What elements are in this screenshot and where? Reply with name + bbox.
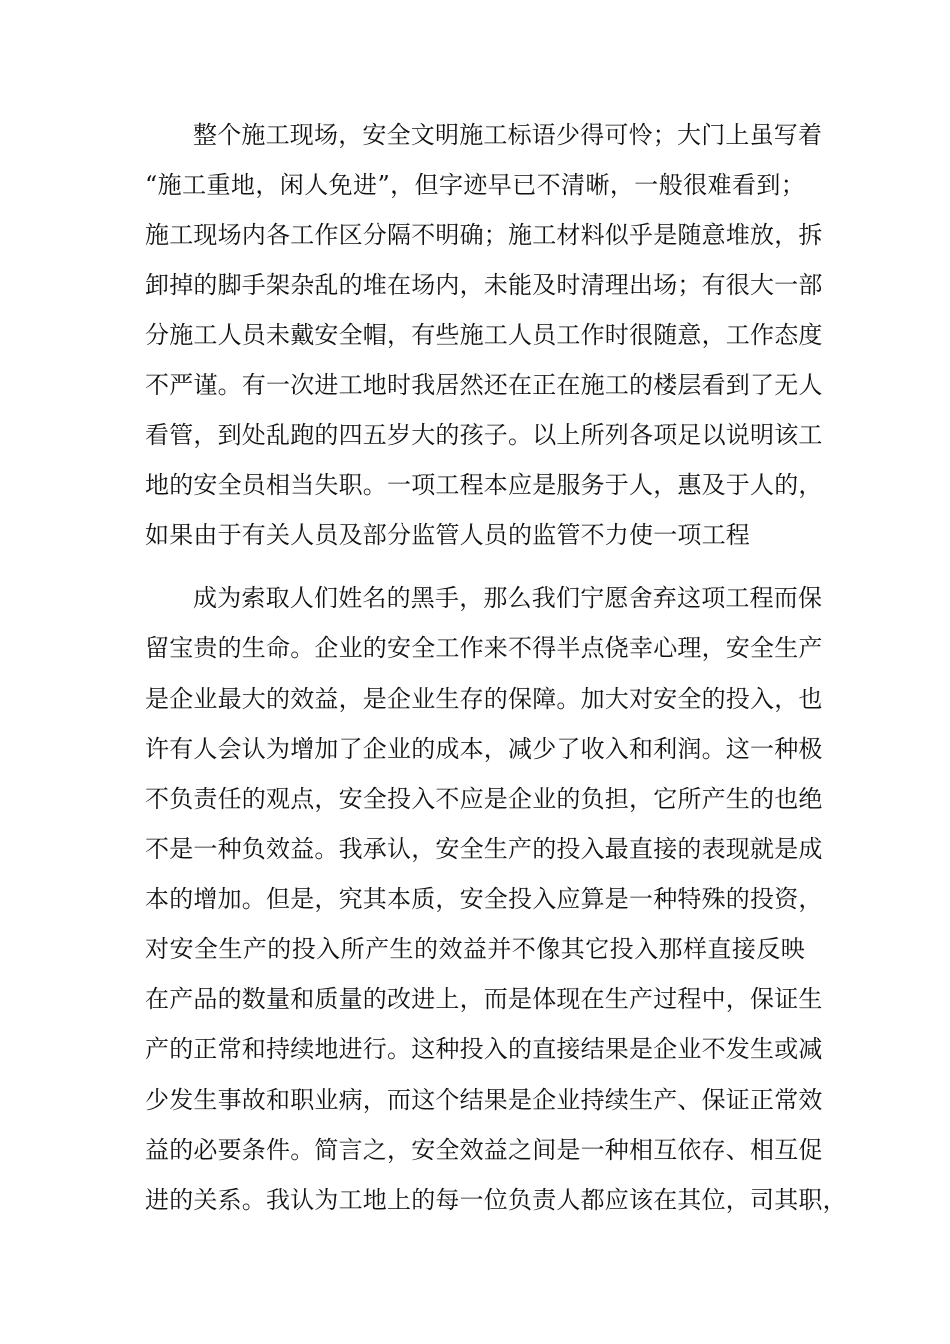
paragraph-1-line-7: 看管，到处乱跑的四五岁大的孩子。以上所列各项足以说明该工 [145, 421, 823, 449]
paragraph-2-line-5: 不负责任的观点，安全投入不应是企业的负担，它所产生的也绝 [145, 785, 823, 813]
paragraph-2-line-7: 本的增加。但是，究其本质，安全投入应算是一种特殊的投资， [145, 885, 823, 913]
paragraph-1-line-2: “施工重地，闲人免进”，但字迹早已不清晰，一般很难看到； [145, 171, 805, 199]
paragraph-2-line-3: 是企业最大的效益，是企业生存的保障。加大对安全的投入，也 [145, 685, 823, 713]
paragraph-1-line-3: 施工现场内各工作区分隔不明确；施工材料似乎是随意堆放，拆 [145, 221, 823, 249]
paragraph-2-line-13: 进的关系。我认为工地上的每一位负责人都应该在其位，司其职， [145, 1186, 847, 1214]
paragraph-2-line-6: 不是一种负效益。我承认，安全生产的投入最直接的表现就是成 [145, 835, 823, 863]
paragraph-1-line-8: 地的安全员相当失职。一项工程本应是服务于人，惠及于人的， [145, 471, 823, 499]
paragraph-2-line-8: 对安全生产的投入所产生的效益并不像其它投入那样直接反映 [145, 935, 805, 963]
paragraph-1-line-4: 卸掉的脚手架杂乱的堆在场内，未能及时清理出场；有很大一部 [145, 271, 823, 299]
paragraph-1-line-9: 如果由于有关人员及部分监管人员的监管不力使一项工程 [145, 521, 750, 549]
paragraph-1-line-1: 整个施工现场，安全文明施工标语少得可怜；大门上虽写着 [193, 121, 823, 149]
paragraph-2-line-11: 少发生事故和职业病，而这个结果是企业持续生产、保证正常效 [145, 1086, 823, 1114]
paragraph-2-line-4: 许有人会认为增加了企业的成本，减少了收入和利润。这一种极 [145, 735, 823, 763]
paragraph-2-line-9: 在产品的数量和质量的改进上，而是体现在生产过程中，保证生 [145, 985, 823, 1013]
paragraph-2-line-10: 产的正常和持续地进行。这种投入的直接结果是企业不发生或减 [145, 1035, 823, 1063]
paragraph-2-line-12: 益的必要条件。简言之，安全效益之间是一种相互依存、相互促 [145, 1136, 823, 1164]
paragraph-2-line-2: 留宝贵的生命。企业的安全工作来不得半点侥幸心理，安全生产 [145, 634, 823, 662]
paragraph-1-line-5: 分施工人员未戴安全帽，有些施工人员工作时很随意，工作态度 [145, 321, 823, 349]
paragraph-1-line-6: 不严谨。有一次进工地时我居然还在正在施工的楼层看到了无人 [145, 371, 823, 399]
paragraph-2-line-1: 成为索取人们姓名的黑手，那么我们宁愿舍弃这项工程而保 [193, 584, 823, 612]
